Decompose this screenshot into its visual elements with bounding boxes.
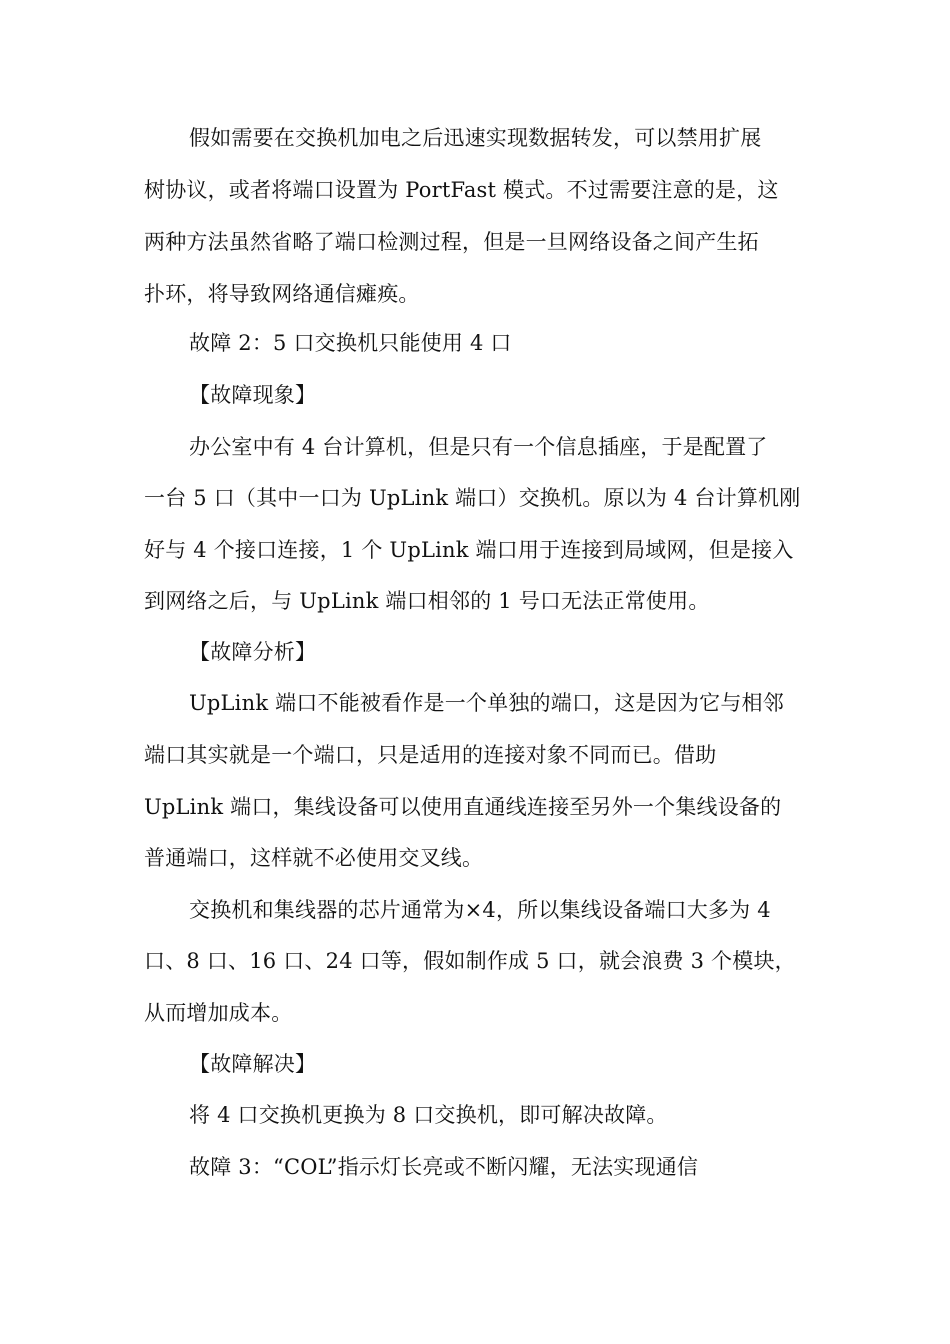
fault-2-title: 故障 2：5 口交换机只能使用 4 口 (189, 331, 512, 355)
paragraph-3-line-4: 普通端口，这样就不必使用交叉线。 (144, 846, 484, 870)
paragraph-3-line-1: UpLink 端口不能被看作是一个单独的端口，这是因为它与相邻 (189, 691, 784, 715)
paragraph-2-line-3: 好与 4 个接口连接，1 个 UpLink 端口用于连接到局域网，但是接入 (144, 538, 794, 562)
paragraph-2-line-2: 一台 5 口（其中一口为 UpLink 端口）交换机。原以为 4 台计算机刚 (144, 486, 801, 510)
heading-fault-phenomenon: 【故障现象】 (189, 383, 317, 407)
paragraph-4-line-3: 从而增加成本。 (144, 1001, 293, 1025)
heading-fault-analysis: 【故障分析】 (189, 640, 317, 664)
paragraph-1-line-1: 假如需要在交换机加电之后迅速实现数据转发，可以禁用扩展 (189, 126, 762, 150)
paragraph-4-line-1: 交换机和集线器的芯片通常为×4，所以集线设备端口大多为 4 (189, 898, 771, 922)
paragraph-3-line-2: 端口其实就是一个端口，只是适用的连接对象不同而已。借助 (144, 743, 717, 767)
paragraph-4-line-2: 口、8 口、16 口、24 口等，假如制作成 5 口，就会浪费 3 个模块， (144, 949, 796, 973)
heading-fault-solution: 【故障解决】 (189, 1052, 317, 1076)
paragraph-1-line-2: 树协议，或者将端口设置为 PortFast 模式。不过需要注意的是，这 (144, 178, 779, 202)
paragraph-3-line-3: UpLink 端口，集线设备可以使用直通线连接至另外一个集线设备的 (144, 795, 782, 819)
paragraph-1-line-4: 扑环，将导致网络通信瘫痪。 (144, 282, 420, 306)
paragraph-5-line-1: 将 4 口交换机更换为 8 口交换机，即可解决故障。 (189, 1103, 668, 1127)
paragraph-2-line-1: 办公室中有 4 台计算机，但是只有一个信息插座，于是配置了 (189, 435, 768, 459)
paragraph-2-line-4: 到网络之后，与 UpLink 端口相邻的 1 号口无法正常使用。 (144, 589, 710, 613)
paragraph-1-line-3: 两种方法虽然省略了端口检测过程，但是一旦网络设备之间产生拓 (144, 230, 759, 254)
fault-3-title: 故障 3：“COL”指示灯长亮或不断闪耀，无法实现通信 (189, 1155, 699, 1179)
